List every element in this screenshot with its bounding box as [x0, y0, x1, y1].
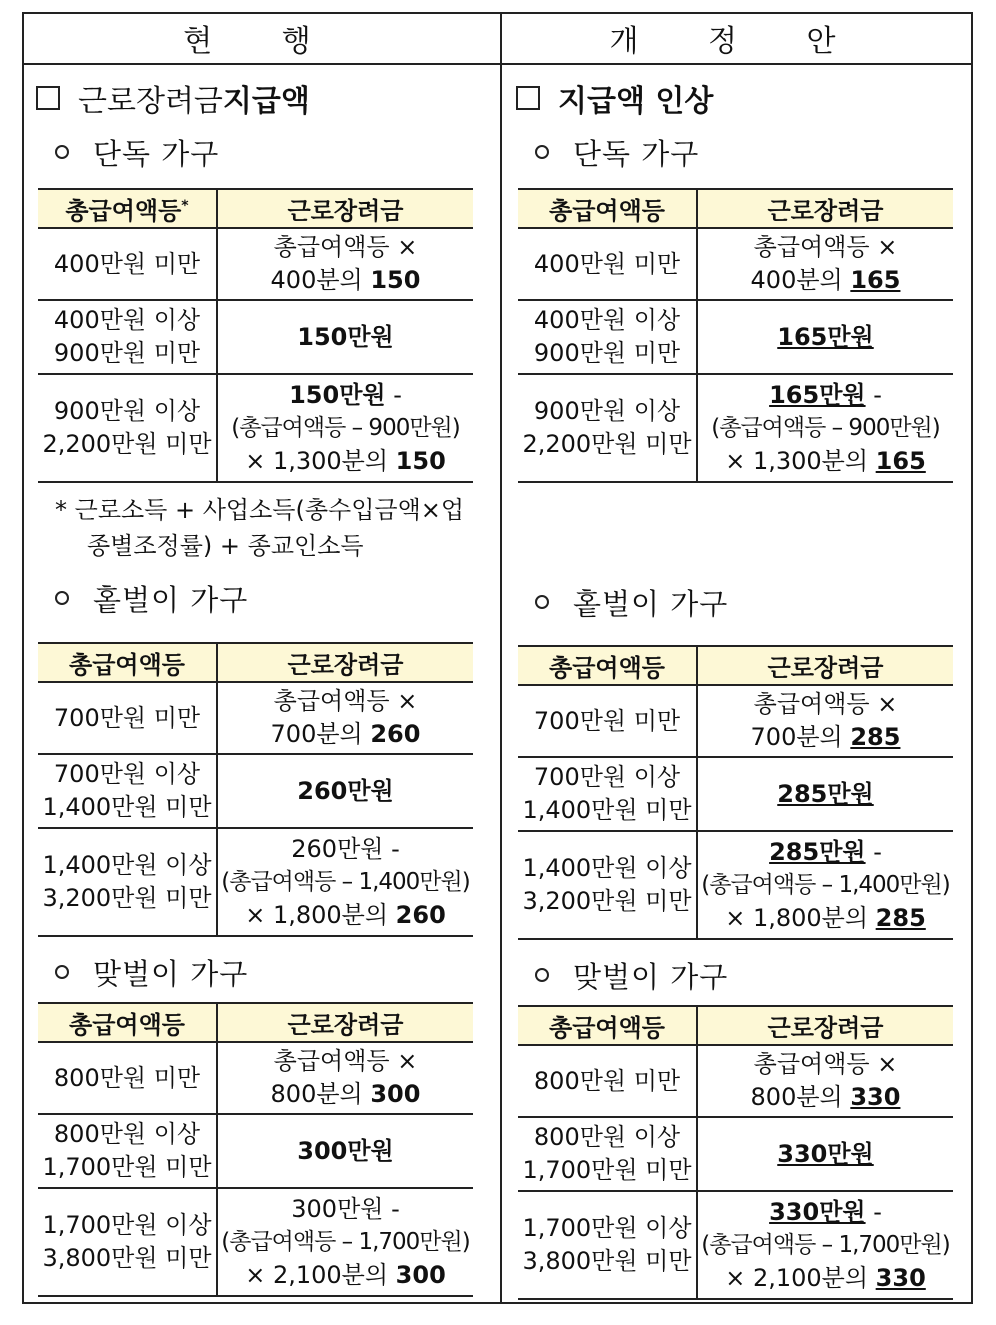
right-section-dual: 맞벌이 가구 [535, 955, 728, 995]
circle-bullet-icon [535, 595, 549, 609]
header-revised: 개 정 안 [609, 24, 866, 59]
circle-bullet-icon [535, 968, 549, 982]
circle-bullet-icon [55, 591, 69, 605]
checkbox-square-icon [36, 86, 60, 110]
left-solo-table: 총급여액등* 근로장려금 400만원 미만 총급여액등 × 400분의 150 400만원 이상 900만원 미만 150만원 900만원 이상 2,200만원 미만 150만원 - (총급여액등 – 900만원) × 1,300분의 150 [38, 188, 473, 483]
right-box-title: 지급액 인상 [516, 78, 713, 118]
left-section-solo: 단독 가구 [55, 132, 219, 172]
left-section-dual: 맞벌이 가구 [55, 952, 248, 992]
column-divider [500, 12, 502, 1304]
right-dual-table: 총급여액등 근로장려금 800만원 미만 총급여액등 × 800분의 330 800만원 이상 1,700만원 미만 330만원 1,700만원 이상 3,800만원 미만 330만원 - (총급여액등 – 1,700만원) × 2,100분의 330 [518, 1005, 953, 1300]
left-box-title: 근로장려금 지급액 [36, 78, 310, 118]
left-single-table: 총급여액등 근로장려금 700만원 미만 총급여액등 × 700분의 260 700만원 이상 1,400만원 미만 260만원 1,400만원 이상 3,200만원 미만 260만원 - (총급여액등 – 1,400만원) × 1,800분의 260 [38, 642, 473, 937]
left-section-single: 홑벌이 가구 [55, 578, 248, 618]
right-solo-table: 총급여액등 근로장려금 400만원 미만 총급여액등 × 400분의 165 400만원 이상 900만원 미만 165만원 900만원 이상 2,200만원 미만 165만원 - (총급여액등 – 900만원) × 1,300분의 165 [518, 188, 953, 483]
circle-bullet-icon [535, 145, 549, 159]
left-dual-table: 총급여액등 근로장려금 800만원 미만 총급여액등 × 800분의 300 800만원 이상 1,700만원 미만 300만원 1,700만원 이상 3,800만원 미만 300만원 - (총급여액등 – 1,700만원) × 2,100분의 300 [38, 1002, 473, 1297]
header-divider [22, 63, 973, 65]
circle-bullet-icon [55, 965, 69, 979]
right-section-solo: 단독 가구 [535, 132, 699, 172]
header-current: 현 행 [183, 24, 341, 59]
checkbox-square-icon [516, 86, 540, 110]
circle-bullet-icon [55, 145, 69, 159]
right-single-table: 총급여액등 근로장려금 700만원 미만 총급여액등 × 700분의 285 700만원 이상 1,400만원 미만 285만원 1,400만원 이상 3,200만원 미만 285만원 - (총급여액등 – 1,400만원) × 1,800분의 285 [518, 645, 953, 940]
right-section-single: 홑벌이 가구 [535, 582, 728, 622]
left-footnote: * 근로소득 + 사업소득(총수입금액×업 종별조정률) + 종교인소득 [55, 496, 465, 560]
